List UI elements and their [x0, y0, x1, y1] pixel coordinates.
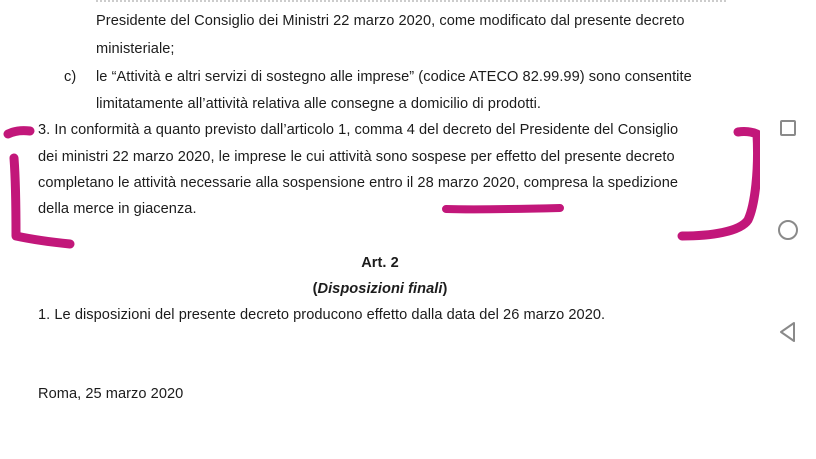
- signature-place-date: Roma, 25 marzo 2020: [38, 386, 184, 402]
- article-title: Art. 2: [361, 255, 399, 271]
- article-2-paragraph-1: 1. Le disposizioni del presente decreto producono effetto dalla data del 26 marzo 2020.: [38, 307, 606, 323]
- paragraph-3-line-3: completano le attività necessarie alla sospensione entro il 28 marzo 2020, compresa la spedizione: [38, 175, 679, 191]
- circle-icon: [778, 220, 798, 240]
- paragraph-3-line-4: della merce in giacenza.: [38, 201, 197, 217]
- paragraph-3-line-1: 3. In conformità a quanto previsto dall’articolo 1, comma 4 del decreto del Presidente del Consiglio: [38, 122, 679, 138]
- paragraph-3-line-2: dei ministri 22 marzo 2020, le imprese le cui attività sono sospese per effetto del presente decreto: [38, 149, 675, 165]
- android-navigation-bar: [760, 0, 816, 459]
- item-c-line-1: le “Attività e altri servizi di sostegno alle imprese” (codice ATECO 82.99.99) sono consentite: [96, 69, 692, 85]
- recent-apps-button[interactable]: [772, 112, 804, 144]
- right-bracket-ink: [682, 132, 758, 236]
- item-c-line-2: limitatamente all’attività relativa alle consegne a domicilio di prodotti.: [96, 96, 541, 112]
- square-icon: [780, 120, 796, 136]
- item-c-label: c): [64, 69, 77, 85]
- cut-off-previous-line: [96, 0, 726, 2]
- home-button[interactable]: [772, 214, 804, 246]
- prev-line-1: Presidente del Consiglio dei Ministri 22 marzo 2020, come modificato dal presente decreto: [96, 13, 685, 29]
- prev-line-2: ministeriale;: [96, 41, 175, 57]
- article-subtitle: (Disposizioni finali): [312, 281, 448, 297]
- date-underline-ink: [446, 208, 560, 209]
- back-button[interactable]: [772, 316, 804, 348]
- triangle-back-icon: [778, 321, 798, 343]
